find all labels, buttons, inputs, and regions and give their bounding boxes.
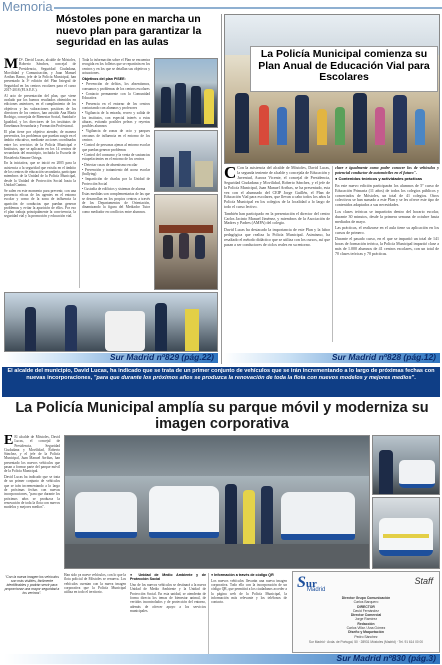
article-column-2 [64, 573, 126, 657]
photo-police-officers [154, 58, 218, 128]
masthead-address: Sur Madrid · Avda. de Portugal, 50 · 28931 Móstoles (Madrid) · Tel. 91 614 00 00 [308, 640, 424, 644]
section-header [0, 0, 442, 14]
article-parque-movil [4, 399, 440, 665]
drop-cap: C [224, 166, 237, 182]
footer-bar [4, 353, 218, 363]
body-paragraph: En la iniciativa, que se inició en 2005 para la asistencia a la seguridad que existía en el ámbito de los centros de educación secundaria, participan miembros de la Unidad de la Policía Municipal, desde la Unidad de Protección Social hasta la Unidad Canina. [4, 161, 76, 187]
list-item: • Vigilancia de la entrada, recreo y salida de los institutos, con especial interés a estas alturas, evitando posibles peleas y reyertas posibles alumnos [82, 111, 150, 129]
article-educacion-vial [224, 14, 440, 364]
list-item: • Presencia en el entorno de los centros contactando con alumnos y profesores [82, 101, 150, 110]
banner-highlight: "para que durante los próximos años se produzca la renovación de toda la flota con nuevos modelos y mejores medios" [93, 375, 415, 381]
article-column-1 [224, 166, 330, 342]
masthead-logo: Sur Madrid [297, 574, 326, 593]
article-seguridad-aulas [4, 14, 218, 332]
footer-bar [4, 654, 440, 664]
body-paragraph: Los clases teóricas se impartirán dentro del horario escolar, durante 30 minutos, desde la primera semana de octubre hasta mediados de mayo. [335, 208, 439, 224]
masthead-row: DIRECTOR David Fernández [353, 604, 379, 613]
body-paragraph: Los nuevos vehículos llevarán una nueva imagen corporativa. Todo ello con la incorporación de un código QR, que permitirá a los ciudadanos acceder a la página web de la Policía Municipal, la información más relevante y los teléfonos de contacto. [211, 578, 287, 605]
photo-police-vehicles [64, 435, 370, 569]
list-item: • Prevención y tratamiento del acoso escolar (bullying) [82, 167, 150, 177]
headline-box [250, 46, 438, 92]
body-paragraph: Durante el pasado curso, en el que se impartió un total de 141 horas de formación teórica, la Policía Municipal impartió clase a más de 1.000 alumnos de 41 centros escolares, con un total de 70 clases teóricas y 70 prácticas. [335, 236, 439, 256]
masthead-staff-label: Staff [414, 576, 433, 586]
body-paragraph: Las prácticas, el realizarse en el aula tiene su aplicación en los cursos de primero. [335, 224, 439, 235]
masthead-list [297, 596, 435, 639]
drop-cap: M [4, 58, 19, 72]
masthead-row: Redacción Carlos Villar / Ana Gómez [346, 621, 386, 631]
masthead-row: Director Grupo Comunicación Carlos Barquero [341, 596, 391, 605]
article-column-1 [4, 435, 60, 569]
list-item: • Prevención de delitos, los absentismos, consumos y problemas de los centros escolares [82, 82, 150, 91]
body-paragraph: El alcalde de Móstoles, David Lucas, el concejal de Presidencia, Seguridad Ciudadana y Movilidad, Roberto Sánchez, y el jefe de la Policía Municipal, Juan Manuel Arribas, han presentado los nuevos vehículos que pasan a formar parte del parque móvil de la Policía Municipal. [4, 435, 60, 474]
objectives-list [82, 82, 150, 191]
body-paragraph: El plan tiene por objetivo atender, de manera preventiva, los problemas que puedan surgir en el ámbito educativo, mediante acciones coordinadas entre los servicios de la Policía Municipal e Institutos, que se aplicarán en los 14 centros de secundaria del municipio, incluida la Escuela de Hostelería Simone Ortega. [4, 129, 76, 160]
column-divider [332, 166, 333, 342]
body-paragraph: En este nuevo edición participarán los alumnos de 5º curso de Educación Primaria (11 años) de todos los colegios públicos y concertados de Móstoles, un total de 41 colegios. Otros colectivos se han sumado a este Plan y se les ofrece este tipo de contenidos adaptados a sus necesidades. [335, 182, 439, 208]
body-paragraph: Han sido ya nueve vehículos, con lo que la flota policial de Móstoles se renueva. Los vehículos cuentan con la nueva imagen corporativa que la Policía Municipal utiliza en todo el territorio. [64, 573, 126, 595]
page-divider [221, 14, 222, 364]
article-column-3 [130, 573, 206, 657]
masthead-box [292, 571, 440, 653]
photo-police-patrol [4, 292, 218, 352]
header-rule [54, 7, 442, 9]
article-column-2 [335, 166, 439, 342]
pull-quote: clave e igualmente como poder conocer los de vehículos y potencial conductor de automóviles en el futuro". [335, 166, 439, 175]
body-paragraph: Con la asistencia del alcalde de Móstoles, David Lucas, la segunda teniente de alcalde y concejala de Educación y Juventud, Aurora Vicente, el concejal de Presidencia, Seguridad Ciudadana y Movilidad, Roberto Sánchez, y el jefe de la Policía Municipal, Juan Manuel Arribas, se ha presentado, esta vez con el alumnado del CEIP Jorge Guillén, el Plan de Educación Vial para escolares, que llevan a cabo todos los años la Policía Municipal en los colegios de la localidad a lo largo de todo el curso lectivo. [224, 166, 330, 210]
photo-caption: "Con la nueva imagen los vehículos son más visibles, fácilmente identificables y podrán servir para proporcionar una mayor seguridad a los vecinos". [4, 575, 60, 595]
column-divider [208, 573, 209, 657]
body-paragraph: Al acto de presentación del plan, que viene avalado por los buenos resultados obtenidos en ediciones anteriores, en el cumplimiento de los objetivos y las valoraciones positivas de los directores de los centros, han asistido Ana María Rodrigo, concejala de Bienestar Social, Sanidad e Igualdad, y los directores de los institutos de Enseñanza Secundaria y Formación Profesional. [4, 93, 76, 128]
article-headline: Móstoles pone en marcha un nuevo plan para garantizar la seguridad en las aulas [56, 13, 202, 48]
footer-bar [224, 353, 440, 363]
list-item: • Vigilancia de zonas de ocio y parques cercanos de influencia en el entorno de los centros [82, 129, 150, 143]
subheading: ● Contenidos teóricos y actividades prácticas [335, 176, 423, 182]
banner-text: El alcalde del municipio, David Lucas, ha indicado que se trata de un primer conjunto de vehículos que se irán incrementando a lo largo de próximas fechas con nuevas incorporaciones, [7, 368, 435, 381]
list-item: • Control de personas ajenas al entorno escolar que puedan generar problemas [82, 143, 150, 152]
photo-presentation [154, 194, 218, 290]
article-column-2 [82, 58, 150, 288]
drop-cap: E [4, 435, 14, 448]
photo-car-detail [372, 497, 440, 569]
subheading: ● Unidad de Medio Ambiente y de Protección Social [130, 573, 206, 582]
list-item: • Contacto permanente con la Comunidad Educativa [82, 92, 150, 101]
banner-quote: El alcalde del municipio, David Lucas, ha indicado que se trata de un primer conjunto de vehículos que se irán incrementando a lo largo de próximas fechas con nuevas incorporaciones, "para que durante los próximos años se produzca la renovación de toda la flota con nuevos modelos y mejores medios". [2, 367, 440, 397]
body-paragraph: Dª. David Lucas, alcalde de Móstoles, Roberto Sánchez, concejal de Presidencia, Seguridad Ciudadana, Movilidad y Comunicación, y Juan Manuel Arribas Ramo, jefe de la Policía Municipal, han presentado la 3ª edición del Plan Integral de Seguridad en los centros escolares para el curso 2017-2018 (P.I.S.E.E.). [4, 58, 76, 93]
body-paragraph: Toda la información sobre el Plan se encuentra recogida en los folletos que se repartirán en los centros y en los que se detallan sus objetivos y actuaciones. [82, 58, 150, 75]
list-item: • Control del consumo y la venta de sustancias estupefacientes en el entorno de los centros [82, 152, 150, 162]
footer-source: Sur Madrid nº829 (pág.22) [109, 352, 214, 362]
section-title: Memoria [2, 0, 53, 14]
column-divider [79, 58, 80, 288]
body-paragraph: También han participado en la presentación el director del centro Carlos Jacinto Manuel Jiménez, y miembros de la Asociación de Madres y Padres (AMPA) del colegio. [224, 210, 330, 226]
article-column-1 [4, 58, 76, 288]
list-item: • Custodia de edificios y sistemas de alarma [82, 187, 146, 192]
footer-source: Sur Madrid nº830 (pág.3) [336, 653, 436, 663]
body-paragraph: Estas medidas son complementarias de las que se desarrollan en los propios centros a través de los Departamentos de Orientación, dinamizando la figura del Mediador Tutor como mediador en conflictos entre alumnos. [82, 192, 150, 214]
body-paragraph: David Lucas ha destacado la importancia de este Plan y la labor pedagógica que realiza la Policía Municipal. Asimismo, ha resaltado el método didáctico que se utiliza con los cursos, así que pasan a ser conductores de ciclos reales en su entorno. [224, 226, 330, 247]
article-headline: La Policía Municipal amplía su parque móvil y moderniza su imagen corporativa [15, 400, 429, 432]
list-title: Objetivos del plan PISEE: [82, 76, 126, 81]
photo-school-entrance [154, 130, 218, 192]
body-paragraph: David Lucas ha indicado que se trata de un primer conjunto de vehículos que se irán incrementando a lo largo de próximas fechas con nuevas incorporaciones, "para que durante los próximos años se produzca la renovación de toda la flota con nuevos modelos y mejores medios". [4, 475, 60, 510]
masthead-row: Diseño y Maquetación Pedro Sánchez [348, 630, 384, 639]
masthead-row: Director Comercial Jorge Ramírez [350, 613, 382, 622]
article-headline: La Policía Municipal comienza su Plan Anual de Educación Vial para Escolares [258, 48, 430, 83]
body-paragraph: Uno de los nuevos vehículos se destinará a la nueva Unidad de Medio Ambiente y la Unidad de Protección Social. En esta unidad, se atenderán de forma directa los temas de bienestar animal, de vertidos incontrolados y de protección del entorno, además de ofrecer apoyo a los servicios municipales. [130, 583, 206, 613]
photo-officer-car [372, 435, 440, 495]
body-paragraph: Se salen en este momento para prevenir, con una presencia eficaz de los agentes en el entorno escolar y como de la zona de influencia la aparición de conductas que puedan generar problemas y evitar la aparición de ellos. Por eso el plan trabaja principalmente la convivencia, la seguridad vial y la promoción y educación vial. [4, 188, 76, 219]
subheading: ● Información a través de código QR [211, 573, 274, 577]
list-item: • Detectar casos de absentismo escolar [82, 162, 138, 167]
footer-source: Sur Madrid nº828 (pág.12) [331, 352, 436, 362]
article-column-4 [211, 573, 287, 657]
list-item: • Impartición de charlas por la Unidad de Protección Social [82, 177, 150, 186]
